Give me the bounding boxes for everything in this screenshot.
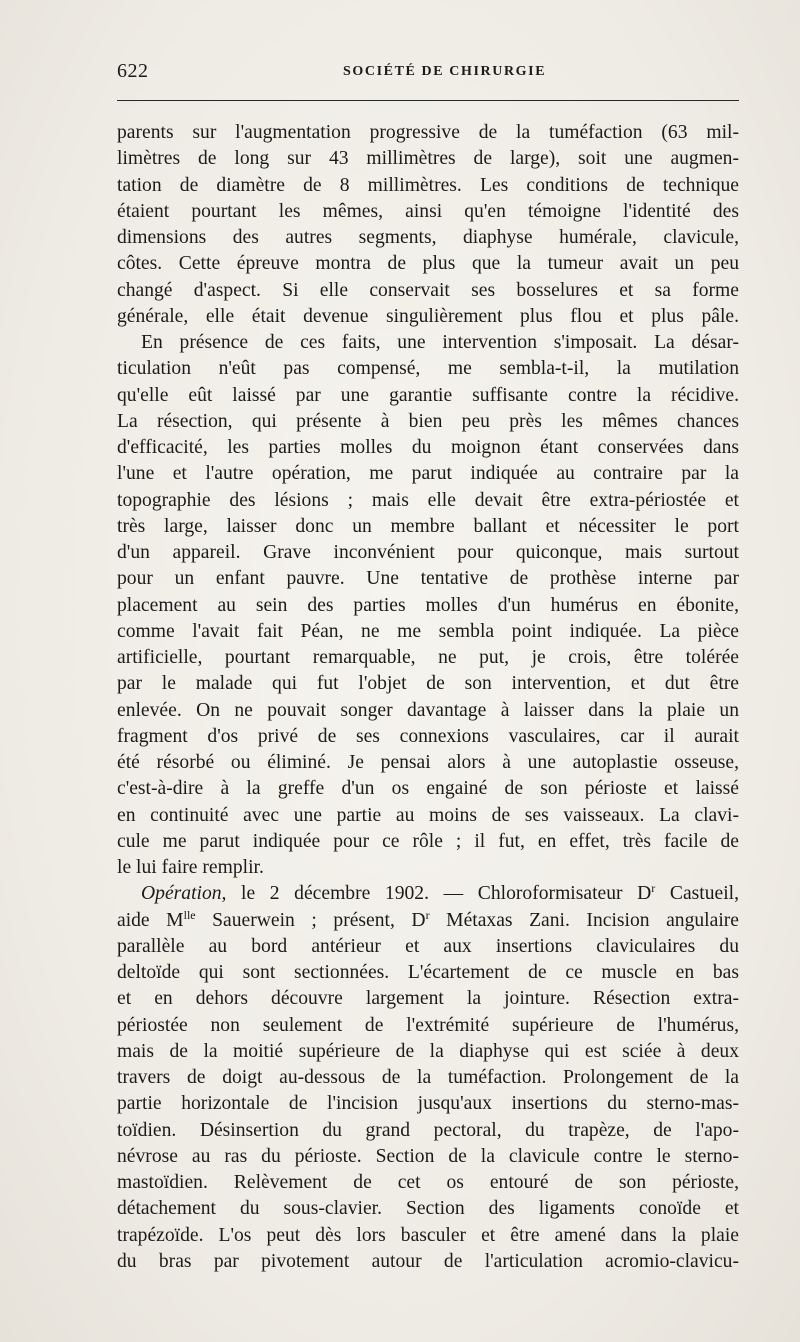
text-line: étaient pourtant les mêmes, ainsi qu'en témoigne l'identité des — [117, 200, 739, 222]
text-line: en continuité avec une partie au moins de ses vaisseaux. La clavi- — [117, 804, 739, 826]
text-line: topographie des lésions ; mais elle devait être extra-périostée et — [117, 489, 739, 511]
text-line: qu'elle eût laissé par une garantie suffisante contre la récidive. — [117, 384, 739, 406]
text-line: enlevée. On ne pouvait songer davantage à laisser dans la plaie un — [117, 699, 739, 721]
text-line: comme l'avait fait Péan, ne me sembla point indiquée. La pièce — [117, 620, 739, 642]
page-number: 622 — [117, 60, 149, 82]
text-line: limètres de long sur 43 millimètres de large), soit une augmen- — [117, 148, 739, 170]
running-head: SOCIÉTÉ DE CHIRURGIE — [343, 64, 547, 79]
text-line: En présence de ces faits, une intervention s'imposait. La désar- — [141, 332, 739, 353]
text-line: partie horizontale de l'incision jusqu'aux insertions du sterno-mas- — [117, 1093, 739, 1115]
text-line: parallèle au bord antérieur et aux insertions claviculaires du — [117, 935, 739, 957]
text-line: côtes. Cette épreuve montra de plus que la tumeur avait un peu — [117, 253, 739, 275]
text-line: cule me parut indiquée pour ce rôle ; il fut, en effet, très facile de — [117, 830, 739, 852]
text-line: toïdien. Désinsertion du grand pectoral, du trapèze, de l'apo- — [117, 1119, 739, 1141]
body-text — [117, 120, 739, 1275]
text-line: pour un enfant pauvre. Une tentative de prothèse interne par — [117, 568, 739, 590]
text-line: le lui faire remplir. — [117, 857, 264, 878]
text-line: fragment d'os privé de ses connexions vasculaires, car il aurait — [117, 725, 739, 747]
text-line: La résection, qui présente à bien peu près les mêmes chances — [117, 410, 739, 432]
superscript: r — [425, 907, 430, 922]
text-line: deltoïde qui sont sectionnées. L'écartement de ce muscle en bas — [117, 962, 739, 983]
text-line: changé d'aspect. Si elle conservait ses bosselures et sa forme — [117, 279, 739, 301]
text-line: placement au sein des parties molles d'un humérus en ébonite, — [117, 594, 739, 616]
text-line: générale, elle était devenue singulièrement plus flou et plus pâle. — [117, 305, 739, 327]
text-line: été résorbé ou éliminé. Je pensai alors à une autoplastie osseuse, — [117, 752, 739, 773]
superscript: lle — [183, 907, 196, 922]
operation-line-2 — [117, 908, 739, 934]
superscript: r — [651, 881, 656, 896]
page-header — [117, 60, 739, 88]
text-line: périostée non seulement de l'extrémité supérieure de l'humérus, — [117, 1014, 739, 1036]
text-line: d'efficacité, les parties molles du moignon étant conservées dans — [117, 437, 739, 458]
text-line: c'est-à-dire à la greffe d'un os engainé de son périoste et laissé — [117, 778, 739, 800]
operation-line-1 — [117, 881, 739, 907]
text-line: tation de diamètre de 8 millimètres. Les conditions de technique — [117, 174, 739, 196]
operation-line-2-mid: Sauerwein ; présent, D — [195, 909, 426, 931]
text-line: très large, laisser donc un membre ballant et nécessiter le port — [117, 515, 739, 537]
text-line: l'une et l'autre opération, me parut indiquée au contraire par la — [117, 463, 739, 485]
text-line: dimensions des autres segments, diaphyse humérale, clavicule, — [117, 227, 739, 248]
text-line: artificielle, pourtant remarquable, ne put, je crois, être tolérée — [117, 647, 739, 668]
text-line: d'un appareil. Grave inconvénient pour quiconque, mais surtout — [117, 542, 739, 563]
header-rule — [117, 100, 739, 101]
text-line: mastoïdien. Relèvement de cet os entouré de son périoste, — [117, 1172, 739, 1193]
text-line: et en dehors découvre largement la jointure. Résection extra- — [117, 988, 739, 1010]
text-line: détachement du sous-clavier. Section des ligaments conoïde et — [117, 1198, 739, 1220]
text-line: trapézoïde. L'os peut dès lors basculer et être amené dans la plaie — [117, 1224, 739, 1246]
operation-date-text: le 2 décembre 1902. — Chloroformisateur D — [226, 883, 652, 905]
text-line: travers de doigt au-dessous de la tuméfaction. Prolongement de la — [117, 1067, 739, 1088]
text-line: du bras par pivotement autour de l'articulation acromio-clavicu- — [117, 1250, 739, 1272]
text-line: par le malade qui fut l'objet de son intervention, et dut être — [117, 673, 739, 695]
text-line: parents sur l'augmentation progressive de la tuméfaction (63 mil- — [117, 122, 739, 143]
text-line: mais de la moitié supérieure de la diaphyse qui est sciée à deux — [117, 1040, 739, 1062]
operation-label: Opération, — [141, 883, 227, 905]
text-line: ticulation n'eût pas compensé, me sembla-t-il, la mutilation — [117, 358, 739, 380]
text-line: névrose au ras du périoste. Section de la clavicule contre le sterno- — [117, 1145, 739, 1167]
operation-line-2-start: aide M — [117, 909, 184, 931]
operation-line-1-end: Castueil, — [655, 883, 739, 905]
operation-line-2-end: Métaxas Zani. Incision angulaire — [429, 909, 739, 931]
